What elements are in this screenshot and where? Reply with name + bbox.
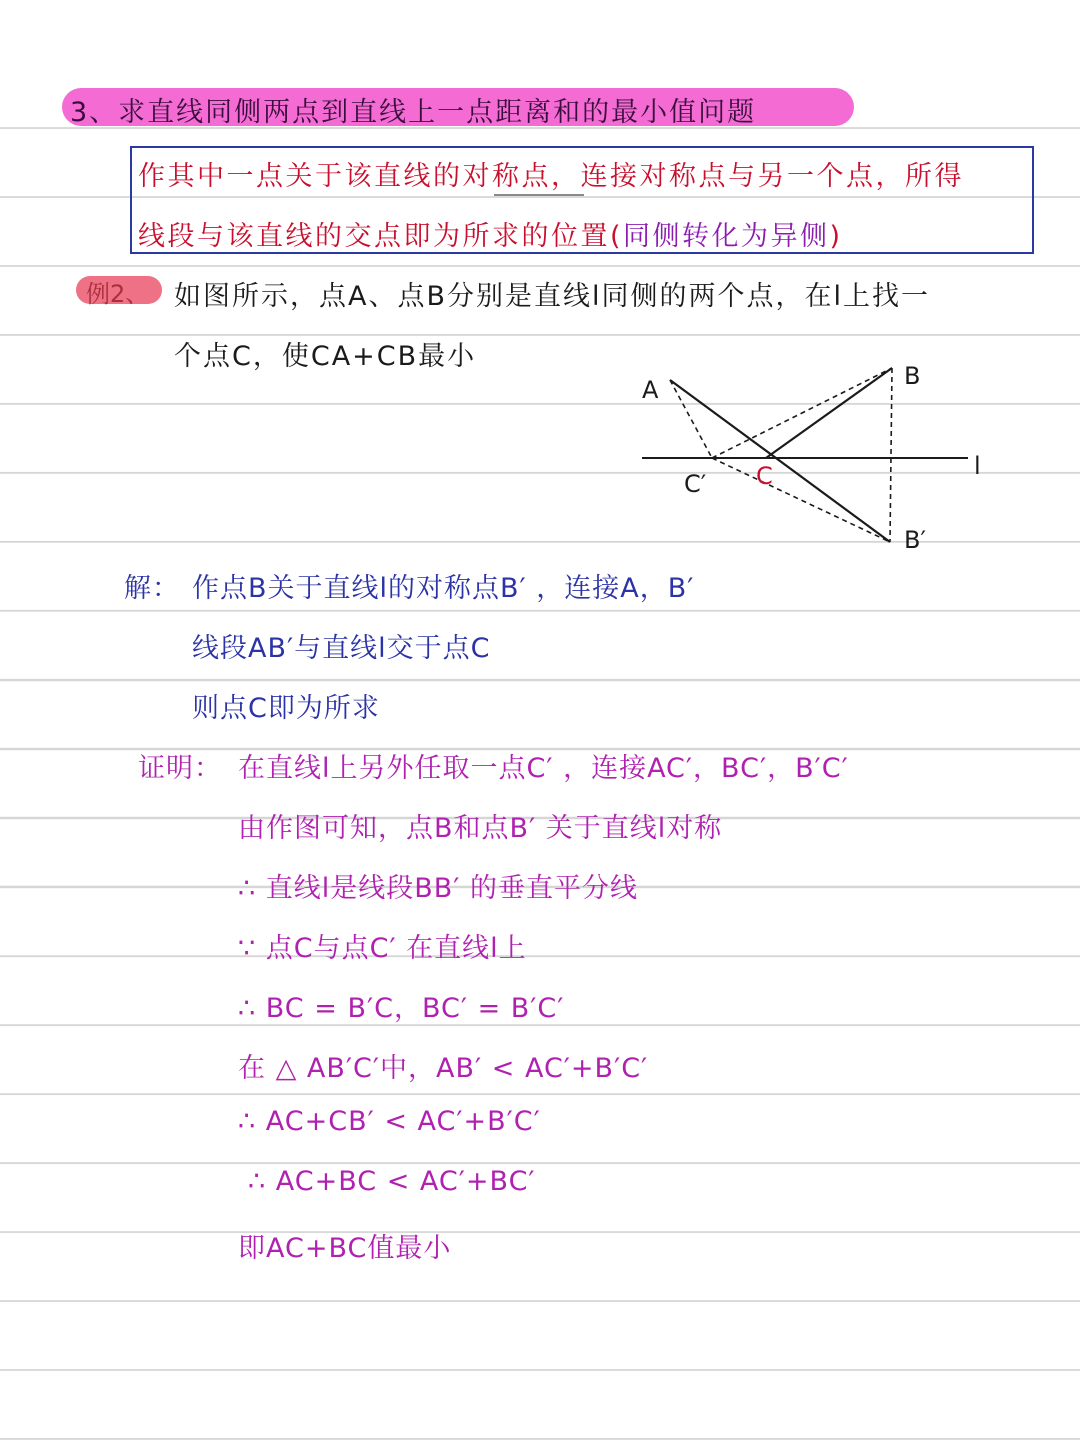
proof-line-4: ∵ 点C与点C′ 在直线l上 xyxy=(238,933,527,964)
proof-label: 证明： xyxy=(138,753,222,784)
section-title: 3、求直线同侧两点到直线上一点距离和的最小值问题 xyxy=(70,97,757,128)
segment-a-b-prime xyxy=(670,380,890,542)
proof-line-1: 在直线l上另外任取一点C′ ，连接AC′，BC′，B′C′ xyxy=(238,753,849,784)
segment-c-prime-b-prime xyxy=(712,458,890,542)
method-line-2 xyxy=(138,214,843,253)
solution-line-3: 则点C即为所求 xyxy=(192,693,380,724)
solution-line-2: 线段AB′与直线l交于点C xyxy=(192,633,491,664)
example-tag: 例2、 xyxy=(86,280,150,308)
label-b-prime: B′ xyxy=(904,526,926,554)
method-line-2-close: ) xyxy=(829,221,843,252)
proof-line-9: 即AC+BC值最小 xyxy=(238,1233,452,1264)
proof-line-7: ∴ AC+CB′ < AC′+B′C′ xyxy=(238,1106,541,1137)
proof-line-6: 在 △ AB′C′中，AB′ < AC′+B′C′ xyxy=(238,1053,649,1084)
example-line-2: 个点C，使CA+CB最小 xyxy=(174,341,477,372)
proof-line-3: ∴ 直线l是线段BB′ 的垂直平分线 xyxy=(238,873,639,904)
segment-b-b-prime xyxy=(890,368,892,542)
segment-a-c-prime xyxy=(670,380,712,458)
label-a: A xyxy=(642,376,659,404)
underline-mark xyxy=(494,194,584,196)
method-line-2-main: 线段与该直线的交点即为所求的位置( xyxy=(138,221,624,252)
example-line-1: 如图所示，点A、点B分别是直线l同侧的两个点，在l上找一 xyxy=(174,281,930,312)
label-b: B xyxy=(904,362,921,390)
geometry-diagram xyxy=(620,356,1000,556)
method-line-1: 作其中一点关于该直线的对称点，连接对称点与另一个点，所得 xyxy=(138,161,964,192)
label-c-prime: C′ xyxy=(684,470,707,498)
label-l: l xyxy=(974,452,981,480)
solution-line-1: 作点B关于直线l的对称点B′ ，连接A，B′ xyxy=(192,573,695,604)
segment-c-prime-b xyxy=(712,368,892,458)
proof-line-5: ∴ BC = B′C，BC′ = B′C′ xyxy=(238,993,565,1024)
proof-line-8: ∴ AC+BC < AC′+BC′ xyxy=(248,1166,536,1197)
proof-line-2: 由作图可知，点B和点B′ 关于直线l对称 xyxy=(238,813,723,844)
method-note: 同侧转化为异侧 xyxy=(623,221,830,252)
solution-label: 解： xyxy=(124,573,180,604)
label-c: C xyxy=(756,462,773,490)
segment-c-b xyxy=(766,368,892,458)
